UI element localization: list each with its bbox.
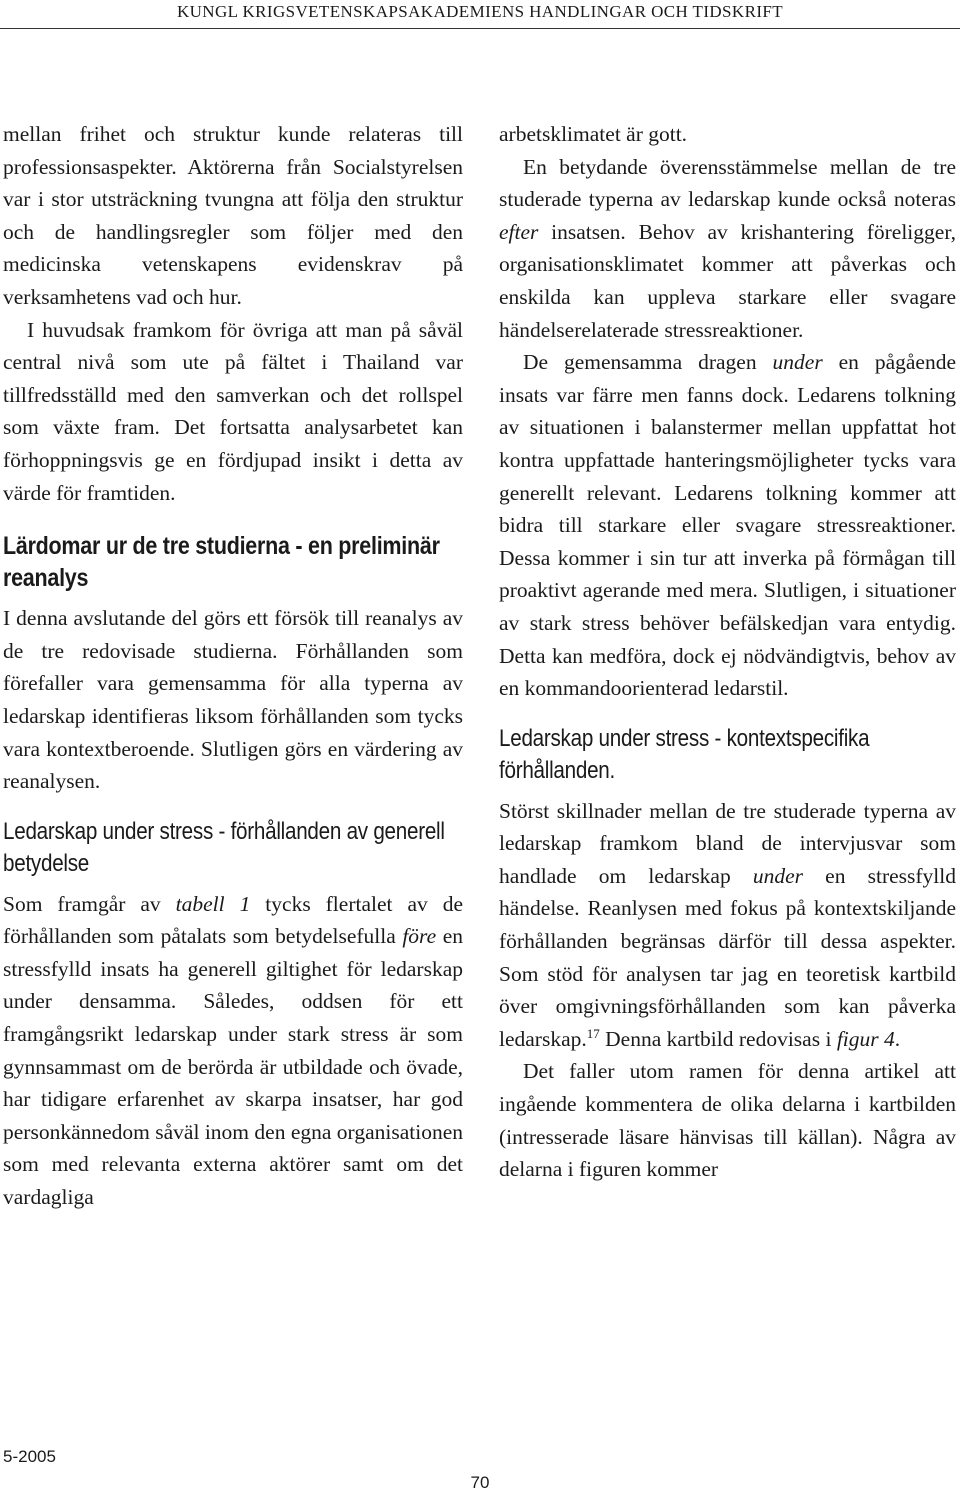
left-p4-text-b: tycks flertalet av de förhållanden som påtalats som betydelsefulla [3, 891, 464, 949]
left-column [3, 118, 463, 1214]
right-p2-text-b: insatsen. Behov av krishantering föreligger, organisationsklimatet kommer att påverkas och enskilda kan uppleva starkare eller svagare händelserelaterade stressreaktioner. [499, 219, 956, 342]
left-p4-emphasis-tabell: tabell 1 [175, 891, 251, 916]
left-paragraph-2: I huvudsak framkom för övriga att man på såväl central nivå som ute på fältet i Thailand var tillfredsställd med den samverkan och det rollspel som växte fram. Det fortsatta analysarbetet kan förhoppningsvis ge en fördjupad insikt i detta av värde för framtiden. [3, 317, 463, 505]
right-paragraph-3 [499, 346, 956, 705]
right-p2-text-a: En betydande överensstämmelse mellan de tre studerade typerna av ledarskap kunde också noteras [499, 154, 956, 212]
right-p4-text-b: en stressfylld händelse. Reanlysen med fokus på kontextskiljande förhållanden begränsas därför till dessa aspekter. Som stöd för analysen tar jag en teoretisk kartbild över omgivningsförhållanden som kan påverka ledarskap. [499, 863, 956, 1051]
right-p3-text-a: De gemensamma dragen [523, 350, 773, 375]
section-heading-lardomar: Lärdomar ur de tre studierna - en preliminär reanalys [3, 532, 440, 593]
right-paragraph-2 [499, 151, 956, 347]
left-p4-text-c: en stressfylld insats ha generell giltighet för ledarskap under densamma. Således, oddsen för ett framgångsrikt ledarskap under stark stress är som gynnsammast om de berörda är utbildade och övade, har tidigare erfarenhet av skarpa insatser, har god personkännedom såväl inom den egna organisationen som med relevanta externa aktörer samt om det vardagliga [3, 924, 463, 1210]
page-number: 70 [470, 1473, 490, 1492]
right-p3-text-b: en pågående insats var färre men fanns dock. Ledarens tolkning av situationen i balanstermer mellan uppfattat hot kontra uppfattade hanteringsmöjligheter tycks vara generellt relevant. Ledarens tolkning kommer att bidra till starkare eller svagare stressreaktioner. Dessa kommer i sin tur att inverka på förmågan till proaktivt agerande med mera. Slutligen, i situationer av stark stress behöver befälskedjan vara entydig. Detta kan medföra, dock ej nödvändigtvis, behov av en kommandoorienterad ledarstil. [499, 350, 956, 701]
footnote-reference-17[interactable]: 17 [586, 1025, 600, 1041]
left-paragraph-1: mellan frihet och struktur kunde relateras till professionsaspekter. Aktörerna från Socialstyrelsen var i stor utsträckning tvungna att följa den struktur och de handlingsregler som följer med den medicinska vetenskapens evidenskrav på verksamhetens vad och hur. [3, 122, 463, 309]
left-paragraph-4 [3, 888, 463, 1214]
right-p4-text-a: Störst skillnader mellan de tre studerade typerna av ledarskap framkom bland de intervjusvar som handlade om ledarskap [499, 798, 956, 888]
right-paragraph-5: Det faller utom ramen för denna artikel att ingående kommentera de olika delarna i kartbilden (intresserade läsare hänvisas till källan). Några av delarna i figuren kommer [499, 1059, 956, 1182]
right-p4-emphasis-under: under [752, 863, 804, 888]
right-paragraph-4 [499, 795, 956, 1056]
left-p4-text-a: Som framgår av [3, 891, 176, 916]
section-heading-generell-betydelse: Ledarskap under stress - förhållanden av generell betydelse [3, 817, 445, 877]
issue-number: 5-2005 [3, 1447, 56, 1466]
left-paragraph-3: I denna avslutande del görs ett försök till reanalys av de tre redovisade studierna. Förhållanden som förefaller vara gemensamma för alla typerna av ledarskap identifieras liksom förhållanden som tycks vara kontextberoende. Slutligen görs en värdering av reanalysen. [3, 606, 463, 794]
right-p4-emphasis-figur: figur 4 [836, 1026, 895, 1051]
header-rule [0, 28, 960, 29]
right-p3-emphasis-under: under [772, 350, 823, 375]
left-p4-emphasis-fore: före [402, 924, 437, 949]
right-p4-text-d: . [894, 1026, 901, 1051]
right-p4-text-c: Denna kartbild redovisas i [599, 1026, 837, 1051]
running-header: KUNGL KRIGSVETENSKAPSAKADEMIENS HANDLINGAR OCH TIDSKRIFT [176, 2, 784, 21]
section-heading-kontextspecifika: Ledarskap under stress - kontextspecifika förhållanden. [499, 724, 870, 784]
right-column [499, 118, 956, 1186]
right-p2-emphasis-efter: efter [499, 219, 539, 244]
right-paragraph-1: arbetsklimatet är gott. [499, 122, 688, 146]
